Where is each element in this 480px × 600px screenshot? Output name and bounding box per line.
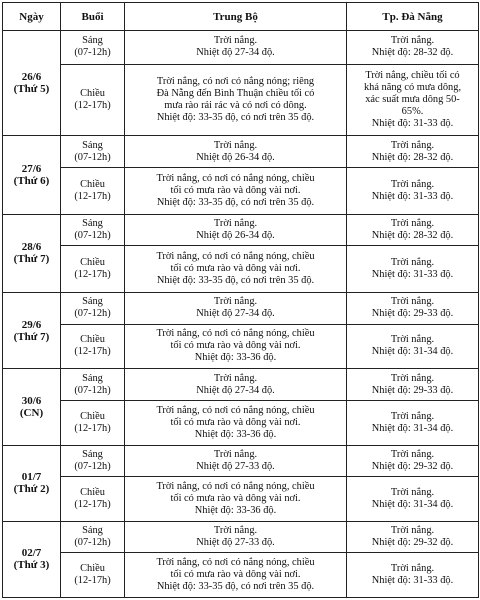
da-nang-forecast-line: Trời nắng. xyxy=(390,563,435,575)
day-cell-line: 02/7 xyxy=(21,547,42,560)
central-region-forecast xyxy=(125,324,347,369)
da-nang-forecast-line: Nhiệt độ: 29-33 độ. xyxy=(371,384,454,396)
da-nang-forecast-line: Nhiệt độ: 28-32 độ. xyxy=(371,229,454,241)
da-nang-forecast-line: Nhiệt độ: 31-34 độ. xyxy=(371,422,454,434)
forecast-row xyxy=(3,64,479,136)
da-nang-forecast-line: 65%. xyxy=(401,105,424,117)
central-region-forecast-line: Nhiệt độ: 33-36 độ. xyxy=(194,504,277,516)
da-nang-forecast-line: Trời nắng. xyxy=(390,178,435,190)
day-cell-line: 30/6 xyxy=(21,394,42,407)
forecast-row xyxy=(3,214,479,245)
header-row xyxy=(3,3,479,31)
da-nang-forecast-line: Trời nắng. xyxy=(390,448,435,460)
central-region-forecast-line: Trời nắng. xyxy=(213,35,258,47)
header-day: Ngày xyxy=(3,3,61,31)
da-nang-forecast-line: Nhiệt độ: 29-32 độ. xyxy=(371,536,454,548)
forecast-row xyxy=(3,369,479,400)
forecast-row xyxy=(3,553,479,598)
forecast-row xyxy=(3,476,479,521)
central-region-forecast xyxy=(125,293,347,324)
central-region-forecast-line: Nhiệt độ: 33-36 độ. xyxy=(194,352,277,364)
central-region-forecast-line: Nhiệt độ: 33-35 độ, có nơi trên 35 độ. xyxy=(156,196,315,208)
da-nang-forecast-line: Nhiệt độ: 31-33 độ. xyxy=(371,190,454,202)
central-region-forecast-line: tối có mưa rào và dông vài nơi. xyxy=(170,569,301,581)
session-cell-line: (12-17h) xyxy=(74,269,111,281)
forecast-row xyxy=(3,136,479,167)
da-nang-forecast-line: Trời nắng. xyxy=(390,257,435,269)
da-nang-forecast-line: Nhiệt độ: 31-33 độ. xyxy=(371,269,454,281)
central-region-forecast xyxy=(125,136,347,167)
central-region-forecast xyxy=(125,369,347,400)
session-cell xyxy=(61,214,125,245)
central-region-forecast-line: mưa rào rải rác và có nơi có dông. xyxy=(164,99,307,111)
da-nang-forecast-line: Trời nắng. xyxy=(390,372,435,384)
day-cell xyxy=(3,521,61,597)
da-nang-forecast-line: Nhiệt độ: 31-34 độ. xyxy=(371,346,454,358)
central-region-forecast-line: Nhiệt độ: 33-36 độ. xyxy=(194,428,277,440)
central-region-forecast-line: tối có mưa rào và dông vài nơi. xyxy=(170,263,301,275)
central-region-forecast-line: Nhiệt độ: 33-35 độ, có nơi trên 35 độ. xyxy=(156,581,315,593)
forecast-row xyxy=(3,324,479,369)
da-nang-forecast-line: Nhiệt độ: 29-33 độ. xyxy=(371,308,454,320)
session-cell-line: (12-17h) xyxy=(74,190,111,202)
session-cell-line: Sáng xyxy=(82,448,103,460)
da-nang-forecast-line: Nhiệt độ: 31-33 độ. xyxy=(371,575,454,587)
session-cell xyxy=(61,369,125,400)
central-region-forecast xyxy=(125,400,347,445)
da-nang-forecast xyxy=(347,136,479,167)
central-region-forecast-line: Nhiệt độ: 33-35 độ, có nơi trên 35 độ. xyxy=(156,275,315,287)
session-cell-line: Chiều xyxy=(80,178,105,190)
da-nang-forecast-line: Nhiệt độ: 28-32 độ. xyxy=(371,151,454,163)
forecast-row xyxy=(3,167,479,214)
da-nang-forecast xyxy=(347,324,479,369)
central-region-forecast-line: Nhiệt độ 26-34 độ. xyxy=(196,151,275,163)
session-cell xyxy=(61,31,125,65)
central-region-forecast xyxy=(125,521,347,552)
da-nang-forecast-line: Trời nắng. xyxy=(390,296,435,308)
day-cell xyxy=(3,214,61,292)
day-cell-line: (Thứ 5) xyxy=(13,83,50,96)
da-nang-forecast-line: Trời nắng. xyxy=(390,524,435,536)
session-cell-line: Chiều xyxy=(80,486,105,498)
session-cell xyxy=(61,136,125,167)
da-nang-forecast xyxy=(347,400,479,445)
forecast-row xyxy=(3,246,479,293)
session-cell-line: Chiều xyxy=(80,257,105,269)
day-cell-line: 28/6 xyxy=(21,241,42,254)
session-cell-line: (12-17h) xyxy=(74,575,111,587)
session-cell xyxy=(61,293,125,324)
session-cell xyxy=(61,64,125,136)
forecast-row xyxy=(3,31,479,65)
day-cell xyxy=(3,293,61,369)
forecast-body xyxy=(3,31,479,598)
header-session: Buổi xyxy=(61,3,125,31)
central-region-forecast-line: tối có mưa rào và dông vài nơi. xyxy=(170,492,301,504)
central-region-forecast-line: Trời nắng. xyxy=(213,524,258,536)
central-region-forecast-line: Trời nắng. xyxy=(213,139,258,151)
session-cell-line: Sáng xyxy=(82,372,103,384)
da-nang-forecast-line: Nhiệt độ: 31-33 độ. xyxy=(371,117,454,129)
da-nang-forecast-line: Trời nắng. xyxy=(390,334,435,346)
da-nang-forecast-line: khả năng có mưa dông, xyxy=(363,81,462,93)
central-region-forecast-line: tối có mưa rào và dông vài nơi. xyxy=(170,340,301,352)
central-region-forecast-line: Trời nắng. xyxy=(213,296,258,308)
day-cell-line: (Thứ 7) xyxy=(13,253,50,266)
central-region-forecast xyxy=(125,167,347,214)
central-region-forecast xyxy=(125,31,347,65)
da-nang-forecast xyxy=(347,167,479,214)
central-region-forecast-line: Đà Nẵng đến Bình Thuận chiều tối có xyxy=(156,87,315,99)
central-region-forecast-line: Nhiệt độ 26-34 độ. xyxy=(196,229,275,241)
session-cell-line: Sáng xyxy=(82,139,103,151)
central-region-forecast-line: Trời nắng. xyxy=(213,372,258,384)
session-cell-line: Sáng xyxy=(82,296,103,308)
central-region-forecast-line: Nhiệt độ 27-33 độ. xyxy=(196,460,275,472)
central-region-forecast xyxy=(125,214,347,245)
session-cell-line: (07-12h) xyxy=(74,151,111,163)
day-cell-line: 01/7 xyxy=(21,471,42,484)
da-nang-forecast-line: Nhiệt độ: 29-32 độ. xyxy=(371,460,454,472)
session-cell-line: (07-12h) xyxy=(74,308,111,320)
da-nang-forecast xyxy=(347,246,479,293)
central-region-forecast-line: Nhiệt độ 27-34 độ. xyxy=(196,47,275,59)
da-nang-forecast-line: xác suất mưa dông 50- xyxy=(365,93,460,105)
central-region-forecast-line: tối có mưa rào và dông vài nơi. xyxy=(170,184,301,196)
da-nang-forecast xyxy=(347,293,479,324)
session-cell xyxy=(61,445,125,476)
central-region-forecast-line: Trời nắng. xyxy=(213,448,258,460)
session-cell xyxy=(61,521,125,552)
da-nang-forecast-line: Nhiệt độ: 28-32 độ. xyxy=(371,47,454,59)
day-cell-line: (Thứ 7) xyxy=(13,330,50,343)
da-nang-forecast xyxy=(347,521,479,552)
central-region-forecast-line: Trời nắng, có nơi có nắng nóng; riêng xyxy=(156,75,315,87)
day-cell xyxy=(3,369,61,445)
central-region-forecast-line: Trời nắng, có nơi có nắng nóng, chiều xyxy=(156,328,315,340)
central-region-forecast-line: Trời nắng, có nơi có nắng nóng, chiều xyxy=(156,251,315,263)
forecast-row xyxy=(3,521,479,552)
central-region-forecast-line: Trời nắng. xyxy=(213,217,258,229)
central-region-forecast xyxy=(125,64,347,136)
da-nang-forecast-line: Trời nắng. xyxy=(390,35,435,47)
da-nang-forecast-line: Trời nắng. xyxy=(390,486,435,498)
session-cell-line: Chiều xyxy=(80,410,105,422)
da-nang-forecast-line: Trời nắng. xyxy=(390,410,435,422)
session-cell-line: Sáng xyxy=(82,217,103,229)
session-cell-line: Chiều xyxy=(80,87,105,99)
central-region-forecast-line: Trời nắng, có nơi có nắng nóng, chiều xyxy=(156,480,315,492)
session-cell-line: (07-12h) xyxy=(74,47,111,59)
day-cell-line: 26/6 xyxy=(21,71,42,84)
session-cell-line: Sáng xyxy=(82,35,103,47)
session-cell-line: (12-17h) xyxy=(74,498,111,510)
forecast-row xyxy=(3,445,479,476)
header-central-region: Trung Bộ xyxy=(125,3,347,31)
header-da-nang: Tp. Đà Nẵng xyxy=(347,3,479,31)
central-region-forecast-line: Trời nắng, có nơi có nắng nóng, chiều xyxy=(156,404,315,416)
central-region-forecast-line: Nhiệt độ 27-34 độ. xyxy=(196,384,275,396)
day-cell-line: 29/6 xyxy=(21,318,42,331)
day-cell xyxy=(3,445,61,521)
session-cell xyxy=(61,400,125,445)
session-cell-line: (07-12h) xyxy=(74,384,111,396)
central-region-forecast xyxy=(125,476,347,521)
session-cell-line: Chiều xyxy=(80,563,105,575)
session-cell xyxy=(61,476,125,521)
da-nang-forecast-line: Trời nắng, chiều tối có xyxy=(365,69,460,81)
forecast-row xyxy=(3,400,479,445)
central-region-forecast-line: Trời nắng, có nơi có nắng nóng, chiều xyxy=(156,557,315,569)
session-cell-line: (07-12h) xyxy=(74,536,111,548)
day-cell xyxy=(3,136,61,214)
da-nang-forecast xyxy=(347,64,479,136)
da-nang-forecast xyxy=(347,553,479,598)
session-cell-line: (12-17h) xyxy=(74,422,111,434)
da-nang-forecast-line: Trời nắng. xyxy=(390,139,435,151)
central-region-forecast-line: Nhiệt độ 27-33 độ. xyxy=(196,536,275,548)
session-cell-line: (12-17h) xyxy=(74,346,111,358)
central-region-forecast xyxy=(125,553,347,598)
forecast-table xyxy=(2,2,479,598)
da-nang-forecast-line: Nhiệt độ: 31-34 độ. xyxy=(371,498,454,510)
central-region-forecast xyxy=(125,246,347,293)
da-nang-forecast xyxy=(347,476,479,521)
session-cell-line: (12-17h) xyxy=(74,99,111,111)
session-cell-line: (07-12h) xyxy=(74,460,111,472)
central-region-forecast-line: Nhiệt độ 27-34 độ. xyxy=(196,308,275,320)
central-region-forecast xyxy=(125,445,347,476)
central-region-forecast-line: Nhiệt độ: 33-35 độ, có nơi trên 35 độ. xyxy=(156,111,315,123)
day-cell xyxy=(3,31,61,136)
central-region-forecast-line: tối có mưa rào và dông vài nơi. xyxy=(170,416,301,428)
day-cell-line: (Thứ 6) xyxy=(13,175,50,188)
day-cell-line: (Thứ 2) xyxy=(13,483,50,496)
session-cell xyxy=(61,553,125,598)
session-cell-line: Chiều xyxy=(80,334,105,346)
session-cell xyxy=(61,167,125,214)
session-cell xyxy=(61,246,125,293)
da-nang-forecast xyxy=(347,445,479,476)
day-cell-line: (Thứ 3) xyxy=(13,559,50,572)
day-cell-line: (CN) xyxy=(19,406,44,419)
forecast-row xyxy=(3,293,479,324)
da-nang-forecast-line: Trời nắng. xyxy=(390,217,435,229)
central-region-forecast-line: Trời nắng, có nơi có nắng nóng, chiều xyxy=(156,172,315,184)
day-cell-line: 27/6 xyxy=(21,163,42,176)
session-cell-line: (07-12h) xyxy=(74,229,111,241)
da-nang-forecast xyxy=(347,31,479,65)
da-nang-forecast xyxy=(347,214,479,245)
session-cell-line: Sáng xyxy=(82,524,103,536)
session-cell xyxy=(61,324,125,369)
da-nang-forecast xyxy=(347,369,479,400)
